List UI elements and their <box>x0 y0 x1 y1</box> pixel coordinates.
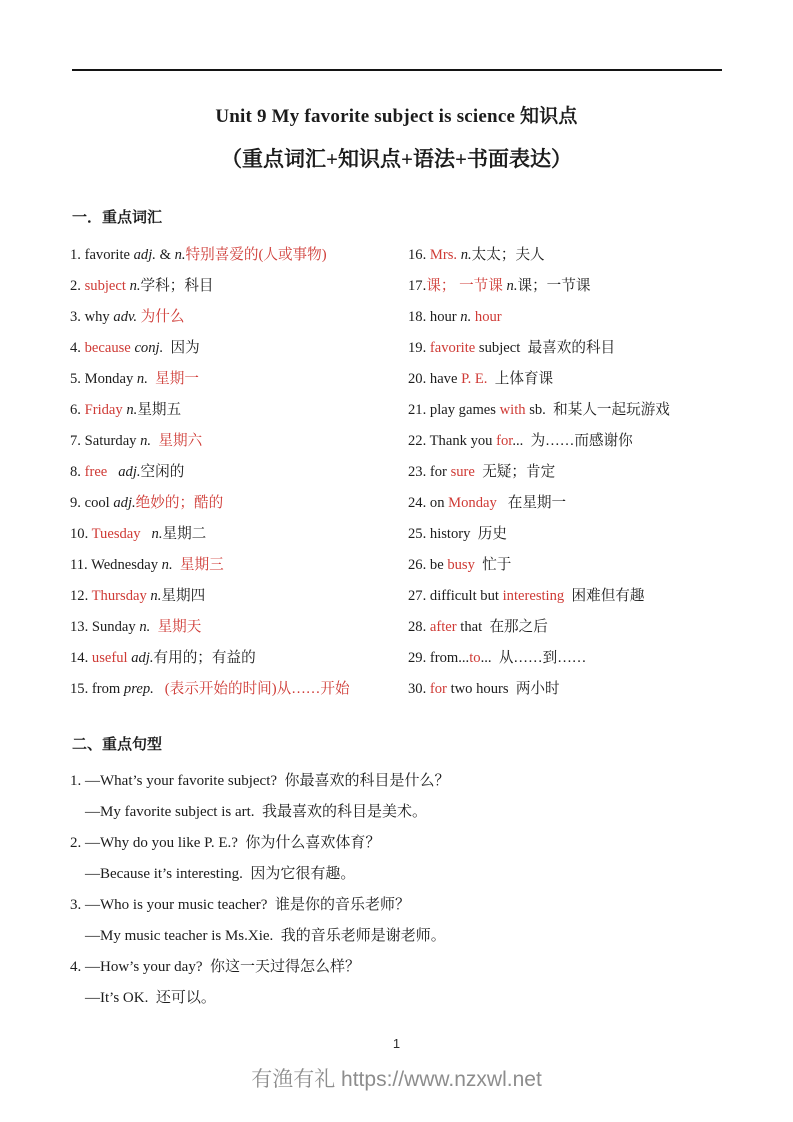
text-run: n. <box>174 247 186 263</box>
text-run: 星期四 <box>161 588 206 604</box>
text-run: n. <box>460 247 472 263</box>
text-run: favorite <box>84 247 134 263</box>
text-run: sure <box>450 464 475 480</box>
vocab-item <box>70 271 405 302</box>
vocab-item <box>408 612 730 643</box>
text-run: & <box>155 247 175 263</box>
text-run: to <box>469 650 481 666</box>
text-run: useful <box>91 650 132 666</box>
vocab-item <box>70 519 405 550</box>
text-run: —My music teacher is Ms.Xie. 我的音乐老师是谢老师。 <box>85 928 446 944</box>
text-run: adv. <box>113 309 138 325</box>
text-run: subject 最喜欢的科目 <box>475 340 616 356</box>
text-run: 星期六 <box>151 433 203 449</box>
text-run: 星期一 <box>147 371 199 387</box>
vocab-item <box>70 240 405 271</box>
header-rule <box>72 69 722 71</box>
text-run: 10. <box>70 526 92 542</box>
vocab-item <box>70 488 405 519</box>
vocab-item <box>408 240 730 271</box>
text-run: 3. <box>70 309 85 325</box>
text-run: 4. <box>70 340 85 356</box>
text-run: 20. <box>408 371 430 387</box>
text-run: why <box>84 309 114 325</box>
text-run: 8. <box>70 464 85 480</box>
sentence-answer <box>70 983 740 1014</box>
text-run: 2. <box>70 278 85 294</box>
text-run: 绝妙的；酷的 <box>135 495 224 511</box>
text-run: difficult but <box>429 588 503 604</box>
text-run: 12. <box>70 588 92 604</box>
text-run: subject <box>84 278 130 294</box>
text-run: n. <box>150 588 162 604</box>
text-run: 困难但有趣 <box>564 588 645 604</box>
text-run: be <box>429 557 448 573</box>
text-run: free <box>84 464 108 480</box>
text-run: two hours 两小时 <box>446 681 560 697</box>
sentence-list <box>70 766 740 1014</box>
vocab-item <box>70 581 405 612</box>
text-run: sb. 和某人一起玩游戏 <box>525 402 670 418</box>
sentence-question <box>70 952 740 983</box>
text-run: 26. <box>408 557 430 573</box>
text-run: 上体育课 <box>487 371 554 387</box>
text-run: conj. <box>134 340 164 356</box>
text-run: 无疑；肯定 <box>474 464 556 480</box>
text-run: 课；一节课 <box>517 278 591 294</box>
text-run: 忙于 <box>474 557 512 573</box>
text-run: 7. <box>70 433 85 449</box>
text-run: 学科；科目 <box>140 278 214 294</box>
text-run: for <box>496 433 513 449</box>
text-run: 3. <box>70 897 85 913</box>
text-run: Mrs. <box>429 247 461 263</box>
text-run: Monday <box>84 371 137 387</box>
text-run: 15. <box>70 681 92 697</box>
text-run: adj. <box>131 650 154 666</box>
text-run: —It’s OK. 还可以。 <box>85 990 216 1006</box>
text-run: —How’s your day? 你这一天过得怎么样？ <box>85 959 360 975</box>
text-run: —My favorite subject is art. 我最喜欢的科目是美术。 <box>85 804 428 820</box>
vocab-item <box>408 426 730 457</box>
page-number: 1 <box>392 1036 401 1051</box>
text-run: Tuesday <box>91 526 141 542</box>
text-run: Sunday <box>91 619 140 635</box>
vocab-item <box>70 457 405 488</box>
text-run: on <box>429 495 449 511</box>
text-run: 1. <box>70 773 85 789</box>
text-run: 星期二 <box>162 526 207 542</box>
text-run: 5. <box>70 371 85 387</box>
text-run: —Who is your music teacher? 谁是你的音乐老师？ <box>85 897 410 913</box>
vocab-item <box>408 395 730 426</box>
vocab-item <box>70 643 405 674</box>
text-run: —Why do you like P. E.? 你为什么喜欢体育？ <box>85 835 381 851</box>
text-run: busy <box>447 557 475 573</box>
text-run: 4. <box>70 959 85 975</box>
text-run: 16. <box>408 247 430 263</box>
text-run: 星期天 <box>150 619 202 635</box>
text-run: n. <box>161 557 173 573</box>
text-run: P. E. <box>461 371 488 387</box>
text-run: 因为 <box>163 340 200 356</box>
sentence-question <box>70 766 740 797</box>
text-run: 为什么 <box>137 309 185 325</box>
vocab-item <box>408 643 730 674</box>
text-run: 空闲的 <box>140 464 185 480</box>
sentence-answer <box>70 921 740 952</box>
text-run: 1. <box>70 247 85 263</box>
text-run: 11. <box>70 557 92 573</box>
text-run: ... 从……到…… <box>480 650 587 666</box>
text-run: 在星期一 <box>496 495 567 511</box>
text-run: Thursday <box>91 588 151 604</box>
text-run: after <box>429 619 457 635</box>
vocab-item <box>70 395 405 426</box>
text-run: n. <box>460 309 472 325</box>
text-run: ... 为……而感谢你 <box>512 433 633 449</box>
vocab-item <box>408 550 730 581</box>
text-run: for <box>429 464 451 480</box>
text-run: with <box>499 402 526 418</box>
text-run: n. <box>140 433 152 449</box>
text-run: 28. <box>408 619 430 635</box>
vocab-item <box>408 364 730 395</box>
text-run: for <box>429 681 447 697</box>
vocab-item <box>70 612 405 643</box>
text-run: n. <box>151 526 163 542</box>
text-run: 29. <box>408 650 430 666</box>
text-run: n. <box>139 619 151 635</box>
text-run: 14. <box>70 650 92 666</box>
text-run: have <box>429 371 462 387</box>
text-run: 25. <box>408 526 430 542</box>
vocab-item <box>408 581 730 612</box>
text-run: —Because it’s interesting. 因为它很有趣。 <box>85 866 356 882</box>
text-run: because <box>84 340 135 356</box>
sentence-answer <box>70 797 740 828</box>
text-run: —What’s your favorite subject? 你最喜欢的科目是什么？ <box>85 773 450 789</box>
text-run <box>141 526 152 542</box>
text-run: 19. <box>408 340 430 356</box>
vocab-item <box>70 333 405 364</box>
text-run: 太太；夫人 <box>471 247 545 263</box>
text-run: 课； 一节课 <box>426 278 503 294</box>
text-run: hour <box>471 309 502 325</box>
text-run: 有用的；有益的 <box>153 650 256 666</box>
footer-watermark: 有渔有礼 https://www.nzxwl.net <box>251 1068 542 1091</box>
text-run: 22. <box>408 433 430 449</box>
text-run: hour <box>429 309 461 325</box>
text-run: from <box>91 681 124 697</box>
vocab-item <box>70 426 405 457</box>
vocab-item <box>408 271 730 302</box>
vocab-item <box>408 488 730 519</box>
vocab-item <box>408 302 730 333</box>
vocabulary-list <box>70 240 730 706</box>
text-run: 30. <box>408 681 430 697</box>
text-run: Wednesday <box>91 557 162 573</box>
vocab-item <box>408 333 730 364</box>
text-run: 21. <box>408 402 430 418</box>
sentence-answer <box>70 859 740 890</box>
text-run: n. <box>506 278 518 294</box>
section-heading-vocabulary: 一．重点词汇 <box>72 210 163 226</box>
vocab-item <box>70 302 405 333</box>
text-run: interesting <box>502 588 565 604</box>
vocab-item <box>70 550 405 581</box>
vocab-item <box>70 364 405 395</box>
text-run: n. <box>126 402 138 418</box>
text-run: n. <box>129 278 141 294</box>
text-run: prep. <box>123 681 154 697</box>
text-run: 星期五 <box>137 402 182 418</box>
text-run: 18. <box>408 309 430 325</box>
text-run: 24. <box>408 495 430 511</box>
vocab-column-right <box>408 240 730 705</box>
text-run <box>107 464 118 480</box>
vocab-item <box>408 674 730 705</box>
text-run: from... <box>429 650 470 666</box>
vocab-item <box>408 519 730 550</box>
text-run: Friday <box>84 402 127 418</box>
text-run: 13. <box>70 619 92 635</box>
text-run: 6. <box>70 402 85 418</box>
sentence-question <box>70 890 740 921</box>
vocab-item <box>408 457 730 488</box>
text-run: 星期三 <box>172 557 224 573</box>
text-run: history 历史 <box>429 526 507 542</box>
text-run: favorite <box>429 340 476 356</box>
text-run: adj. <box>118 464 141 480</box>
text-run: 特别喜爱的(人或事物) <box>185 247 327 263</box>
vocab-item <box>70 674 405 705</box>
document-subtitle: （重点词汇+知识点+语法+书面表达） <box>221 147 572 171</box>
text-run: adj. <box>113 495 136 511</box>
text-run: Saturday <box>84 433 141 449</box>
text-run: 9. <box>70 495 85 511</box>
text-run: adj. <box>133 247 156 263</box>
text-run: 23. <box>408 464 430 480</box>
sentence-question <box>70 828 740 859</box>
text-run: cool <box>84 495 114 511</box>
text-run: (表示开始的时间)从……开始 <box>164 681 350 697</box>
text-run: n. <box>136 371 148 387</box>
text-run: 17. <box>408 278 427 294</box>
text-run: 2. <box>70 835 85 851</box>
text-run: that 在那之后 <box>456 619 548 635</box>
text-run: Monday <box>448 495 497 511</box>
document-title: Unit 9 My favorite subject is science 知识点 <box>215 106 578 127</box>
text-run: 27. <box>408 588 430 604</box>
vocab-column-left <box>70 240 405 705</box>
text-run: Thank you <box>429 433 497 449</box>
text-run <box>154 681 165 697</box>
text-run: play games <box>429 402 500 418</box>
section-heading-sentences: 二、重点句型 <box>72 737 163 753</box>
